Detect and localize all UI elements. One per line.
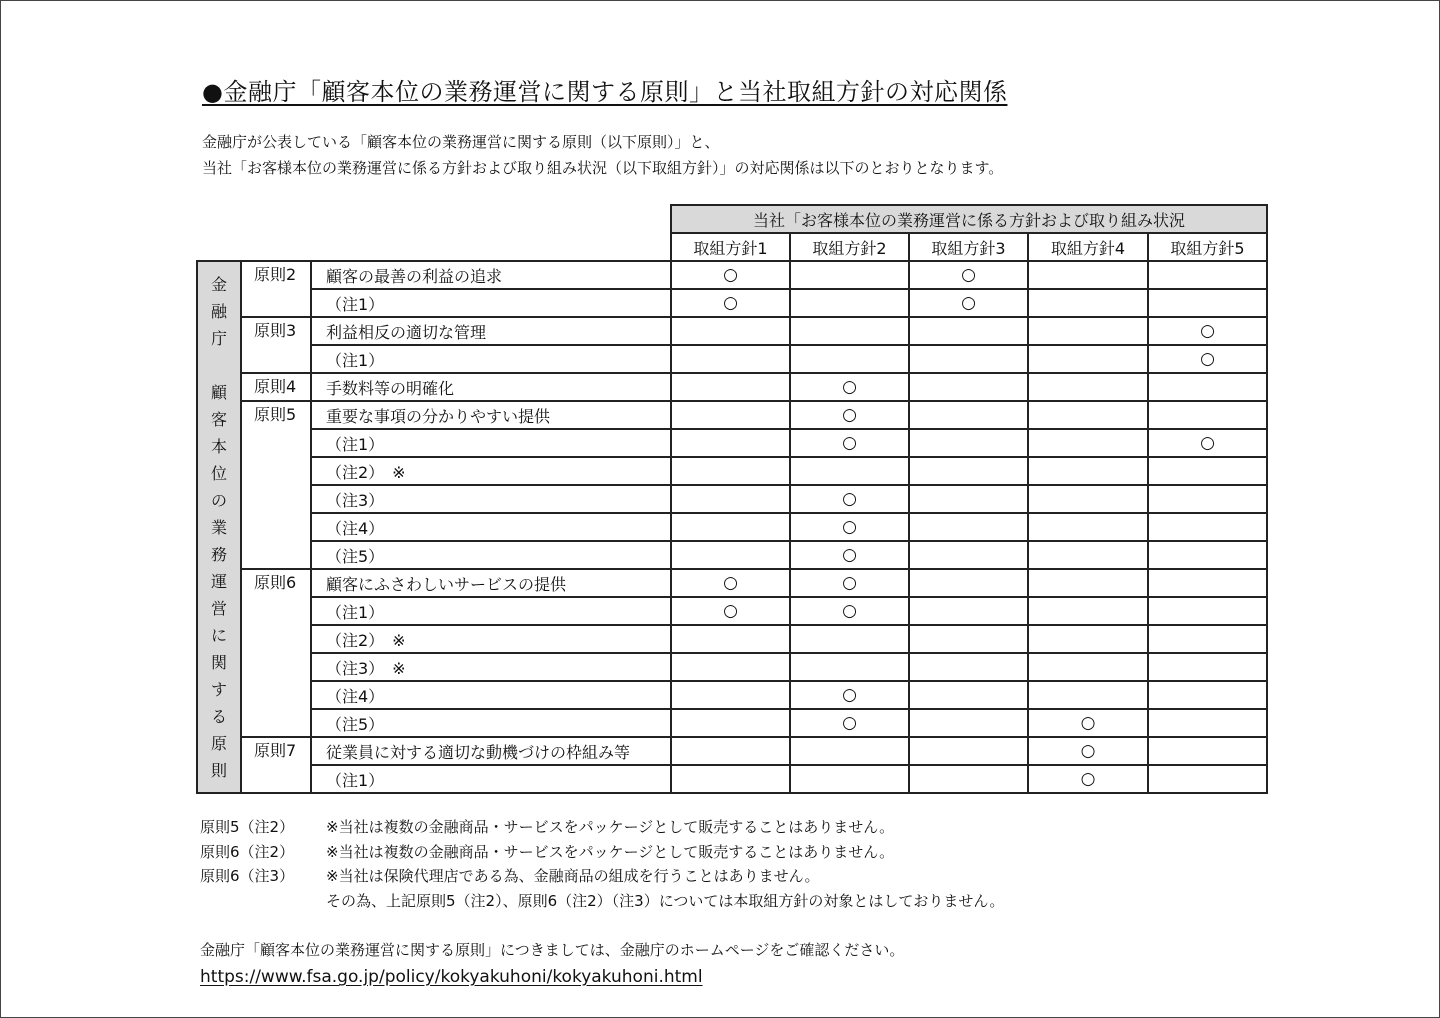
principle-label (241, 625, 311, 653)
mark-circle: ○ (1028, 737, 1148, 765)
mark-circle: ○ (790, 373, 909, 401)
principle-label (241, 681, 311, 709)
mark-cell-empty (909, 569, 1028, 597)
mark-cell-empty (671, 681, 790, 709)
mark-cell-empty (1028, 317, 1148, 345)
table-row (197, 765, 1267, 793)
column-header: 取組方針5 (1148, 233, 1267, 261)
mark-cell-empty (1148, 541, 1267, 569)
mark-circle: ○ (1148, 345, 1267, 373)
note-row (200, 840, 1004, 865)
side-label-char: 本 (210, 436, 227, 456)
mark-cell-empty (909, 429, 1028, 457)
mark-cell-empty (1028, 653, 1148, 681)
mark-cell-empty (909, 709, 1028, 737)
mark-circle: ○ (790, 401, 909, 429)
principle-label: 原則2 (241, 261, 311, 289)
table-row (197, 429, 1267, 457)
mark-cell-empty (1148, 373, 1267, 401)
mark-circle: ○ (790, 569, 909, 597)
side-label-char: 業 (210, 517, 227, 537)
side-label-char: の (210, 490, 227, 510)
mark-cell-empty (1028, 345, 1148, 373)
row-description: （注2） ※ (311, 457, 671, 485)
mark-cell-empty (909, 625, 1028, 653)
column-header: 取組方針4 (1028, 233, 1148, 261)
table-row (197, 709, 1267, 737)
mark-cell-empty (1148, 765, 1267, 793)
table-row (197, 569, 1267, 597)
mark-circle: ○ (671, 289, 790, 317)
mark-cell-empty (909, 681, 1028, 709)
note-row (200, 815, 1004, 840)
mark-cell-empty (1028, 541, 1148, 569)
table-row (197, 317, 1267, 345)
side-label-char: す (210, 679, 227, 699)
row-description: （注1） (311, 289, 671, 317)
mark-cell-empty (1028, 569, 1148, 597)
note-label: 原則6（注3） (200, 867, 295, 885)
mark-cell-empty (671, 373, 790, 401)
row-description: （注3） ※ (311, 653, 671, 681)
principle-label: 原則4 (241, 373, 311, 401)
mark-cell-empty (1148, 401, 1267, 429)
table-row (197, 625, 1267, 653)
table-row (197, 485, 1267, 513)
mark-cell-empty (1028, 289, 1148, 317)
intro-line: 金融庁が公表している「顧客本位の業務運営に関する原則（以下原則）」と、 (202, 133, 720, 151)
row-description: （注1） (311, 429, 671, 457)
footer (200, 937, 904, 991)
side-label-char: 融 (210, 301, 227, 321)
mark-cell-empty (909, 765, 1028, 793)
mark-circle: ○ (790, 513, 909, 541)
side-label-char: 関 (210, 652, 227, 672)
group-header-row (197, 205, 1267, 233)
mark-cell-empty (1148, 261, 1267, 289)
row-description: （注5） (311, 709, 671, 737)
table-row (197, 261, 1267, 289)
side-label-char: 顧 (210, 382, 227, 402)
mark-cell-empty (790, 737, 909, 765)
mark-cell-empty (909, 541, 1028, 569)
side-label-char: 務 (210, 544, 227, 564)
principle-label (241, 597, 311, 625)
mark-cell-empty (1148, 289, 1267, 317)
mark-cell-empty (1028, 597, 1148, 625)
mark-cell-empty (1148, 737, 1267, 765)
side-label-char: 運 (210, 571, 227, 591)
mark-circle: ○ (1148, 317, 1267, 345)
mark-cell-empty (671, 317, 790, 345)
row-description: 顧客の最善の利益の追求 (311, 261, 671, 289)
correspondence-table (196, 204, 1268, 794)
column-header-row (197, 233, 1267, 261)
table-row (197, 457, 1267, 485)
column-header: 取組方針3 (909, 233, 1028, 261)
mark-cell-empty (790, 317, 909, 345)
mark-cell-empty (1148, 513, 1267, 541)
row-description: （注1） (311, 597, 671, 625)
mark-cell-empty (790, 457, 909, 485)
principle-label: 原則6 (241, 569, 311, 597)
row-description: 利益相反の適切な管理 (311, 317, 671, 345)
mark-circle: ○ (909, 289, 1028, 317)
row-description: （注1） (311, 765, 671, 793)
mark-cell-empty (1148, 653, 1267, 681)
principle-label: 原則3 (241, 317, 311, 345)
mark-cell-empty (909, 513, 1028, 541)
mark-circle: ○ (790, 709, 909, 737)
mark-cell-empty (671, 653, 790, 681)
note-text: ※当社は複数の金融商品・サービスをパッケージとして販売することはありません。 (326, 842, 895, 861)
table-row (197, 597, 1267, 625)
mark-cell-empty (909, 737, 1028, 765)
row-description: （注4） (311, 513, 671, 541)
table-row (197, 541, 1267, 569)
mark-cell-empty (671, 625, 790, 653)
mark-cell-empty (1028, 625, 1148, 653)
notes (200, 815, 1004, 913)
mark-cell-empty (1148, 569, 1267, 597)
row-description: （注5） (311, 541, 671, 569)
mark-cell-empty (671, 485, 790, 513)
principle-label (241, 709, 311, 737)
row-description: （注3） (311, 485, 671, 513)
note-row (200, 864, 1004, 889)
mark-cell-empty (1028, 373, 1148, 401)
row-description: 手数料等の明確化 (311, 373, 671, 401)
mark-cell-empty (1148, 681, 1267, 709)
mark-cell-empty (1028, 457, 1148, 485)
row-description: 従業員に対する適切な動機づけの枠組み等 (311, 737, 671, 765)
table-row (197, 737, 1267, 765)
table-row (197, 401, 1267, 429)
mark-cell-empty (790, 261, 909, 289)
note-text: ※当社は保険代理店である為、金融商品の組成を行うことはありません。 (326, 867, 820, 885)
principle-label (241, 653, 311, 681)
side-label-char: に (210, 625, 227, 645)
mark-cell-empty (790, 625, 909, 653)
principle-label (241, 345, 311, 373)
table-row (197, 681, 1267, 709)
mark-circle: ○ (790, 485, 909, 513)
mark-circle: ○ (790, 681, 909, 709)
note-row (200, 889, 1004, 914)
mark-circle: ○ (671, 597, 790, 625)
principle-label (241, 457, 311, 485)
mark-cell-empty (671, 345, 790, 373)
mark-circle: ○ (790, 429, 909, 457)
table-row (197, 345, 1267, 373)
mark-circle: ○ (909, 261, 1028, 289)
intro-text (202, 129, 1003, 181)
principle-label (241, 541, 311, 569)
principle-label: 原則5 (241, 401, 311, 429)
mark-cell-empty (671, 737, 790, 765)
mark-cell-empty (909, 653, 1028, 681)
row-description: （注4） (311, 681, 671, 709)
mark-cell-empty (909, 317, 1028, 345)
principle-label (241, 765, 311, 793)
mark-circle: ○ (790, 597, 909, 625)
mark-cell-empty (1028, 485, 1148, 513)
mark-cell-empty (790, 345, 909, 373)
side-label-char: 位 (210, 463, 227, 483)
side-label-char: 営 (210, 598, 227, 618)
fsa-link[interactable]: https://www.fsa.go.jp/policy/kokyakuhoni/kokyakuhoni.html (200, 967, 703, 987)
mark-cell-empty (1028, 261, 1148, 289)
mark-cell-empty (1148, 597, 1267, 625)
mark-circle: ○ (790, 541, 909, 569)
side-label-char: 原 (210, 733, 227, 753)
mark-cell-empty (909, 597, 1028, 625)
side-label (197, 261, 241, 793)
mark-cell-empty (1148, 625, 1267, 653)
mark-cell-empty (1148, 709, 1267, 737)
row-description: （注2） ※ (311, 625, 671, 653)
mark-cell-empty (909, 373, 1028, 401)
group-header: 当社「お客様本位の業務運営に係る方針および取り組み状況 (671, 205, 1267, 233)
mark-cell-empty (671, 709, 790, 737)
mark-circle: ○ (671, 261, 790, 289)
side-label-char: 金 (210, 274, 227, 294)
table-row (197, 373, 1267, 401)
mark-cell-empty (1148, 485, 1267, 513)
row-description: 重要な事項の分かりやすい提供 (311, 401, 671, 429)
mark-cell-empty (790, 653, 909, 681)
note-label: 原則5（注2） (200, 818, 295, 836)
note-text: ※当社は複数の金融商品・サービスをパッケージとして販売することはありません。 (326, 818, 895, 836)
mark-cell-empty (671, 457, 790, 485)
principle-label (241, 485, 311, 513)
footer-text: 金融庁「顧客本位の業務運営に関する原則」につきましては、金融庁のホームページをご確認ください。 (200, 941, 905, 959)
mark-circle: ○ (1028, 765, 1148, 793)
side-label-char (198, 352, 240, 379)
mark-circle: ○ (1148, 429, 1267, 457)
mark-cell-empty (1028, 513, 1148, 541)
mark-circle: ○ (671, 569, 790, 597)
mark-cell-empty (671, 401, 790, 429)
mark-cell-empty (671, 429, 790, 457)
side-label-char: る (210, 706, 227, 726)
principle-label (241, 429, 311, 457)
principle-label (241, 289, 311, 317)
intro-line: 当社「お客様本位の業務運営に係る方針および取り組み状況（以下取組方針）」の対応関係は以下のとおりとなります。 (202, 159, 1004, 177)
mark-cell-empty (790, 765, 909, 793)
mark-circle: ○ (1028, 709, 1148, 737)
mark-cell-empty (671, 541, 790, 569)
note-label: 原則6（注2） (200, 842, 295, 861)
mark-cell-empty (909, 485, 1028, 513)
table-row (197, 289, 1267, 317)
side-label-char: 則 (210, 760, 227, 780)
row-description: 顧客にふさわしいサービスの提供 (311, 569, 671, 597)
mark-cell-empty (909, 345, 1028, 373)
row-description: （注1） (311, 345, 671, 373)
mark-cell-empty (1028, 681, 1148, 709)
mark-cell-empty (671, 765, 790, 793)
page-title: ●金融庁「顧客本位の業務運営に関する原則」と当社取組方針の対応関係 (202, 78, 1008, 106)
mark-cell-empty (909, 457, 1028, 485)
column-header: 取組方針2 (790, 233, 909, 261)
principle-label (241, 513, 311, 541)
mark-cell-empty (790, 289, 909, 317)
principle-label: 原則7 (241, 737, 311, 765)
note-text: その為、上記原則5（注2）、原則6（注2）（注3）については本取組方針の対象とはしておりません。 (326, 891, 1005, 910)
mark-cell-empty (1028, 401, 1148, 429)
note-label (200, 889, 326, 914)
column-header: 取組方針1 (671, 233, 790, 261)
table-row (197, 653, 1267, 681)
side-label-char: 客 (210, 409, 227, 429)
mark-cell-empty (1028, 429, 1148, 457)
mark-cell-empty (909, 401, 1028, 429)
side-label-char: 庁 (210, 328, 227, 348)
table-row (197, 513, 1267, 541)
mark-cell-empty (671, 513, 790, 541)
mark-cell-empty (1148, 457, 1267, 485)
